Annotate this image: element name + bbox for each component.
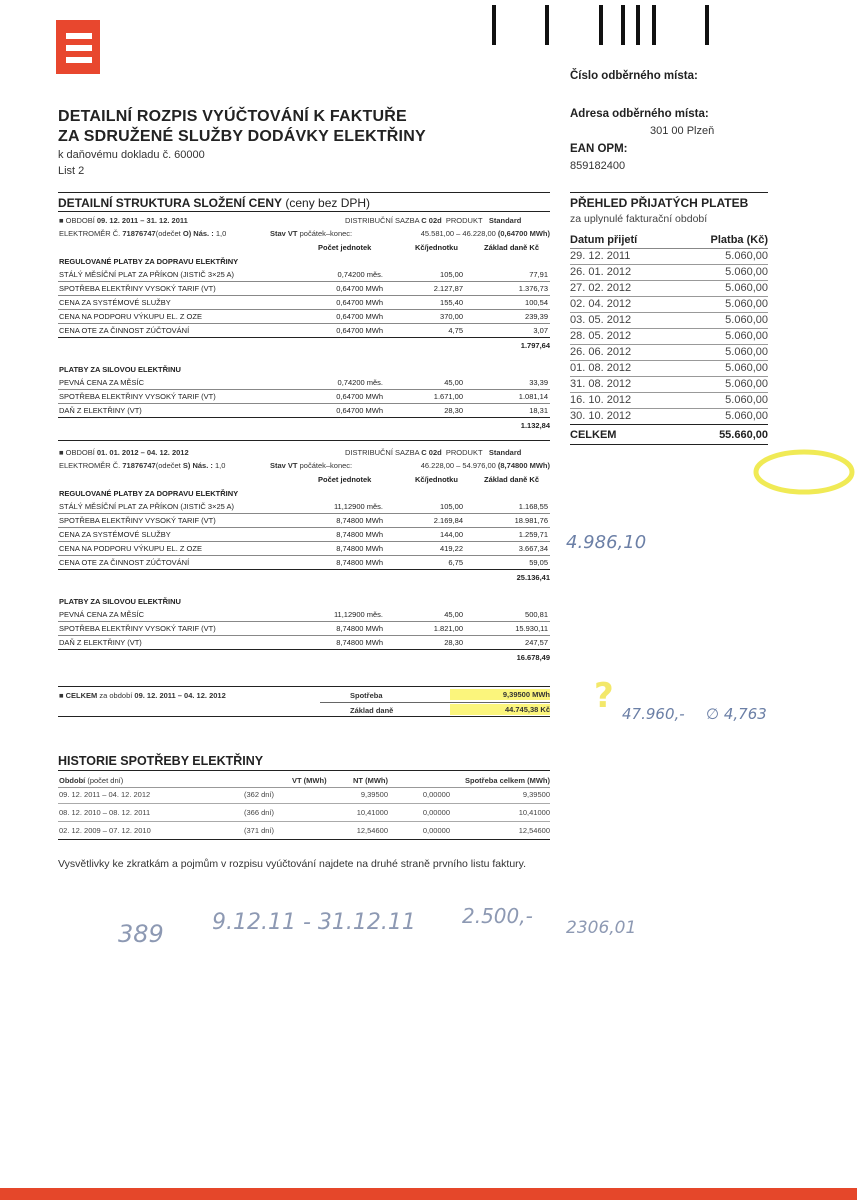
row-line — [58, 621, 550, 622]
row-line — [58, 839, 550, 840]
payment-row — [570, 281, 768, 297]
row-line — [58, 527, 550, 528]
period-label-text: ■ OBDOBÍ — [59, 448, 95, 457]
period-range: 01. 01. 2012 – 04. 12. 2012 — [96, 448, 189, 457]
item: DAŇ Z ELEKTŘINY (VT) — [59, 406, 142, 415]
history-total: 10,41000 — [518, 808, 550, 817]
base: 100,54 — [525, 298, 548, 307]
handwritten-note: 4.986,10 — [566, 532, 647, 553]
celkem-label — [59, 691, 226, 700]
odberne-misto-label: Číslo odběrného místa: — [570, 70, 698, 82]
group-total: 16.678,49 — [516, 653, 550, 662]
product-value: Standard — [488, 448, 522, 457]
stav-total: (8,74800 MWh) — [497, 461, 550, 470]
ean-value: 859182400 — [570, 160, 626, 172]
history-nt: 0,00000 — [422, 808, 450, 817]
stav-info — [270, 461, 352, 470]
stav-range-text: 46.228,00 – 54.976,00 — [420, 461, 496, 470]
col-price-header: Kč/jednotku — [415, 243, 458, 252]
base: 3.667,34 — [518, 544, 548, 553]
celkem-range: 09. 12. 2011 – 04. 12. 2012 — [134, 691, 226, 700]
logo-bar — [66, 33, 92, 39]
payment-date: 01. 08. 2012 — [570, 362, 632, 374]
col-units-header: Počet jednotek — [318, 243, 372, 252]
base: 1.376,73 — [518, 284, 548, 293]
table-row — [58, 284, 550, 296]
units: 8,74800 MWh — [336, 544, 383, 553]
payment-row — [570, 409, 768, 425]
stav-label: Stav VT — [270, 229, 298, 238]
footnote: Vysvětlivky ke zkratkám a pojmům v rozpisu vyúčtování najdete na druhé straně prvního listu faktury. — [58, 858, 527, 870]
base: 77,91 — [529, 270, 548, 279]
document-title — [58, 107, 426, 147]
barcode-mark — [599, 5, 603, 45]
meter-read-code: S) — [182, 461, 191, 470]
group-total: 25.136,41 — [516, 573, 550, 582]
row-line — [58, 541, 550, 542]
payment-date: 16. 10. 2012 — [570, 394, 632, 406]
item: PEVNÁ CENA ZA MĚSÍC — [59, 378, 145, 387]
col-base-header: Základ daně Kč — [484, 243, 540, 252]
payment-amount: 5.060,00 — [725, 362, 768, 374]
price: 4,75 — [448, 326, 463, 335]
table-row — [58, 378, 550, 390]
meter-info — [59, 461, 225, 470]
units: 0,64700 MWh — [336, 284, 383, 293]
payments-sub: za uplynulé fakturační období — [570, 213, 708, 225]
price: 45,00 — [444, 378, 463, 387]
history-col-period-text: Období — [59, 776, 86, 785]
payment-row — [570, 377, 768, 393]
footer-stripe — [0, 1188, 857, 1200]
history-period: 09. 12. 2011 – 04. 12. 2012 — [59, 790, 151, 799]
handwritten-note: 2.500,- — [462, 904, 533, 928]
table-row — [58, 312, 550, 324]
payment-amount: 5.060,00 — [725, 394, 768, 406]
adresa-label: Adresa odběrného místa: — [570, 108, 709, 120]
meter-label: ELEKTROMĚR Č. — [59, 461, 121, 470]
base: 15.930,11 — [515, 624, 548, 633]
table-row — [58, 298, 550, 310]
stav-range-text: 45.581,00 – 46.228,00 — [420, 229, 496, 238]
history-row — [58, 806, 550, 822]
payment-row — [570, 313, 768, 329]
row-line — [58, 555, 550, 556]
period-rate — [345, 448, 521, 457]
table-row — [58, 270, 550, 282]
price: 419,22 — [440, 544, 463, 553]
price: 105,00 — [440, 270, 463, 279]
structure-heading — [58, 196, 370, 210]
base: 247,57 — [525, 638, 548, 647]
meter-read: (odečet — [155, 461, 181, 470]
units: 11,12900 měs. — [333, 610, 383, 619]
handwritten-question-mark: ? — [594, 676, 614, 716]
payment-row — [570, 345, 768, 361]
price: 105,00 — [440, 502, 463, 511]
stav-total: (0,64700 MWh) — [497, 229, 550, 238]
history-nt: 0,00000 — [422, 790, 450, 799]
price: 45,00 — [444, 610, 463, 619]
item: CENA ZA SYSTÉMOVÉ SLUŽBY — [59, 530, 171, 539]
group-name: REGULOVANÉ PLATBY ZA DOPRAVU ELEKTŘINY — [59, 489, 239, 498]
row-line — [58, 635, 550, 636]
history-vt: 9,39500 — [360, 790, 388, 799]
payment-row — [570, 297, 768, 313]
history-days: (366 dní) — [244, 808, 275, 817]
product-label: PRODUKT — [445, 448, 483, 457]
divider — [58, 770, 550, 771]
stav-info — [270, 229, 352, 238]
units: 0,64700 MWh — [336, 392, 383, 401]
barcode-mark — [636, 5, 640, 45]
invoice-ref: k daňovému dokladu č. 60000 — [58, 149, 205, 161]
nas-label: Nás. : — [193, 229, 214, 238]
units: 8,74800 MWh — [336, 638, 383, 647]
stav-range — [400, 461, 550, 470]
row-line — [58, 281, 550, 282]
divider — [58, 192, 550, 193]
base: 500,81 — [525, 610, 548, 619]
period-range: 09. 12. 2011 – 31. 12. 2011 — [96, 216, 188, 225]
product-value: Standard — [488, 216, 522, 225]
item: CENA ZA SYSTÉMOVÉ SLUŽBY — [59, 298, 171, 307]
handwritten-note: 389 — [118, 920, 164, 948]
units: 8,74800 MWh — [336, 530, 383, 539]
history-col-period — [59, 776, 123, 785]
row-line — [58, 821, 550, 822]
meter-number: 71876747 — [122, 229, 156, 238]
history-col-nt: NT (MWh) — [353, 776, 388, 785]
price: 28,30 — [444, 406, 463, 415]
nas-label: Nás. : — [192, 461, 213, 470]
col-units-header: Počet jednotek — [318, 475, 372, 484]
base: 33,39 — [529, 378, 548, 387]
period-label-text: ■ OBDOBÍ — [59, 216, 95, 225]
history-total: 9,39500 — [522, 790, 550, 799]
payment-amount: 5.060,00 — [725, 410, 768, 422]
price: 370,00 — [440, 312, 463, 321]
spotreba-label: Spotřeba — [350, 691, 383, 700]
nas-value: 1,0 — [215, 229, 227, 238]
payment-date: 31. 08. 2012 — [570, 378, 632, 390]
divider — [58, 440, 550, 441]
rate-label: DISTRIBUČNÍ SAZBA — [345, 448, 420, 457]
col-base-header: Základ daně Kč — [484, 475, 540, 484]
rate-label: DISTRIBUČNÍ SAZBA — [345, 216, 420, 225]
col-amount-header: Platba (Kč) — [710, 234, 768, 246]
payment-amount: 5.060,00 — [725, 346, 768, 358]
history-period: 02. 12. 2009 – 07. 12. 2010 — [59, 826, 151, 835]
history-row — [58, 824, 550, 840]
title-line: ZA SDRUŽENÉ SLUŽBY DODÁVKY ELEKTŘINY — [58, 128, 426, 145]
logo-bar — [66, 57, 92, 63]
history-col-period-note: (počet dní) — [87, 776, 124, 785]
payment-date: 26. 06. 2012 — [570, 346, 632, 358]
units: 8,74800 MWh — [336, 624, 383, 633]
group-name: REGULOVANÉ PLATBY ZA DOPRAVU ELEKTŘINY — [59, 257, 239, 266]
payments-total-label: CELKEM — [570, 429, 617, 441]
handwritten-note: ∅ 4,763 — [706, 705, 767, 723]
units: 0,74200 měs. — [337, 270, 383, 279]
celkem-note: za období — [99, 691, 133, 700]
rate-value: C 02d — [421, 448, 442, 457]
col-price-header: Kč/jednotku — [415, 475, 458, 484]
handwritten-note: 9.12.11 - 31.12.11 — [212, 910, 416, 935]
table-row — [58, 516, 550, 528]
item: CENA OTE ZA ČINNOST ZÚČTOVÁNÍ — [59, 326, 190, 335]
spotreba-value: 9,39500 MWh — [450, 689, 550, 700]
history-vt: 10,41000 — [356, 808, 388, 817]
barcode-mark — [621, 5, 625, 45]
stav-range — [400, 229, 550, 238]
group-total: 1.797,64 — [520, 341, 550, 350]
price: 6,75 — [448, 558, 463, 567]
base: 1.081,14 — [518, 392, 548, 401]
base: 59,05 — [529, 558, 548, 567]
group-total: 1.132,84 — [520, 421, 550, 430]
item: CENA NA PODPORU VÝKUPU EL. Z OZE — [59, 544, 202, 553]
price: 1.821,00 — [433, 624, 463, 633]
row-line — [58, 323, 550, 324]
divider — [58, 716, 550, 717]
price: 2.127,87 — [433, 284, 463, 293]
group-name: PLATBY ZA SILOVOU ELEKTŘINU — [59, 365, 181, 374]
payment-date: 29. 12. 2011 — [570, 250, 631, 262]
base: 18.981,76 — [514, 516, 548, 525]
meter-read-code: O) — [182, 229, 192, 238]
price: 1.671,00 — [433, 392, 463, 401]
table-row — [58, 544, 550, 556]
history-col-total: Spotřeba celkem (MWh) — [464, 776, 550, 785]
history-row — [58, 788, 550, 804]
group-name: PLATBY ZA SILOVOU ELEKTŘINU — [59, 597, 181, 606]
period-label — [59, 216, 188, 225]
payments-total: 55.660,00 — [719, 429, 768, 441]
divider — [320, 702, 550, 703]
row-line — [570, 424, 768, 425]
units: 0,64700 MWh — [336, 326, 383, 335]
meter-info — [59, 229, 226, 238]
item: CENA OTE ZA ČINNOST ZÚČTOVÁNÍ — [59, 558, 190, 567]
logo-bar — [66, 45, 92, 51]
period-label — [59, 448, 189, 457]
meter-read: (odečet — [155, 229, 181, 238]
row-line — [58, 803, 550, 804]
divider — [570, 192, 768, 193]
payment-date: 30. 10. 2012 — [570, 410, 632, 422]
row-line — [58, 513, 550, 514]
structure-heading-text: DETAILNÍ STRUKTURA SLOŽENÍ CENY — [58, 196, 282, 210]
units: 0,64700 MWh — [336, 312, 383, 321]
celkem-label-text: ■ CELKEM — [59, 691, 98, 700]
barcode-mark — [705, 5, 709, 45]
item: CENA NA PODPORU VÝKUPU EL. Z OZE — [59, 312, 202, 321]
payment-row — [570, 265, 768, 281]
units: 0,64700 MWh — [336, 298, 383, 307]
base: 18,31 — [529, 406, 548, 415]
divider — [58, 569, 550, 570]
units: 0,74200 měs. — [337, 378, 383, 387]
payment-date: 03. 05. 2012 — [570, 314, 632, 326]
title-line: DETAILNÍ ROZPIS VYÚČTOVÁNÍ K FAKTUŘE — [58, 108, 407, 125]
stav-note: počátek–konec: — [299, 229, 353, 238]
payment-date: 28. 05. 2012 — [570, 330, 632, 342]
payment-row — [570, 361, 768, 377]
divider — [58, 211, 550, 212]
table-row — [58, 392, 550, 404]
units: 8,74800 MWh — [336, 558, 383, 567]
item: STÁLÝ MĚSÍČNÍ PLAT ZA PŘÍKON (JISTIČ 3×25 A) — [59, 270, 234, 279]
history-period: 08. 12. 2010 – 08. 12. 2011 — [59, 808, 151, 817]
table-row — [58, 610, 550, 622]
handwritten-note: 2306,01 — [566, 918, 637, 938]
ean-label: EAN OPM: — [570, 143, 628, 155]
base: 3,07 — [533, 326, 548, 335]
history-col-vt: VT (MWh) — [292, 776, 327, 785]
highlight-stroke — [756, 452, 852, 492]
base: 1.168,55 — [518, 502, 548, 511]
barcode-mark — [492, 5, 496, 45]
row-line — [58, 403, 550, 404]
product-label: PRODUKT — [445, 216, 483, 225]
price: 144,00 — [440, 530, 463, 539]
history-total: 12,54600 — [518, 826, 550, 835]
units: 11,12900 měs. — [333, 502, 383, 511]
sheet-number: List 2 — [58, 165, 85, 177]
highlight-circle — [752, 448, 856, 498]
units: 0,64700 MWh — [336, 406, 383, 415]
payment-row — [570, 393, 768, 409]
payment-amount: 5.060,00 — [725, 282, 768, 294]
payment-date: 02. 04. 2012 — [570, 298, 632, 310]
item: SPOTŘEBA ELEKTŘINY VYSOKÝ TARIF (VT) — [59, 284, 216, 293]
divider — [58, 686, 550, 687]
company-logo — [56, 20, 100, 74]
table-row — [58, 502, 550, 514]
adresa-value: 301 00 Plzeň — [650, 125, 715, 137]
item: STÁLÝ MĚSÍČNÍ PLAT ZA PŘÍKON (JISTIČ 3×25 A) — [59, 502, 234, 511]
item: SPOTŘEBA ELEKTŘINY VYSOKÝ TARIF (VT) — [59, 624, 216, 633]
divider — [570, 444, 768, 445]
item: SPOTŘEBA ELEKTŘINY VYSOKÝ TARIF (VT) — [59, 392, 216, 401]
row-line — [58, 295, 550, 296]
payment-date: 27. 02. 2012 — [570, 282, 632, 294]
item: DAŇ Z ELEKTŘINY (VT) — [59, 638, 142, 647]
history-vt: 12,54600 — [356, 826, 388, 835]
row-line — [58, 389, 550, 390]
units: 8,74800 MWh — [336, 516, 383, 525]
zaklad-label: Základ daně — [350, 706, 394, 715]
payment-amount: 5.060,00 — [725, 250, 768, 262]
structure-heading-note: (ceny bez DPH) — [285, 196, 371, 210]
payment-amount: 5.060,00 — [725, 298, 768, 310]
payment-row — [570, 329, 768, 345]
item: PEVNÁ CENA ZA MĚSÍC — [59, 610, 145, 619]
base: 1.259,71 — [518, 530, 548, 539]
meter-label: ELEKTROMĚR Č. — [59, 229, 121, 238]
payment-row — [570, 249, 768, 265]
handwritten-note: 47.960,- — [622, 705, 685, 723]
item: SPOTŘEBA ELEKTŘINY VYSOKÝ TARIF (VT) — [59, 516, 216, 525]
table-row — [58, 530, 550, 542]
divider — [58, 337, 550, 338]
payments-heading: PŘEHLED PŘIJATÝCH PLATEB — [570, 196, 749, 210]
barcode-mark — [652, 5, 656, 45]
history-heading: HISTORIE SPOTŘEBY ELEKTŘINY — [58, 754, 264, 768]
payment-date: 26. 01. 2012 — [570, 266, 632, 278]
zaklad-value: 44.745,38 Kč — [450, 704, 550, 715]
payment-amount: 5.060,00 — [725, 330, 768, 342]
period-rate — [345, 216, 521, 225]
row-line — [58, 309, 550, 310]
price: 2.169,84 — [433, 516, 463, 525]
base: 239,39 — [525, 312, 548, 321]
price: 28,30 — [444, 638, 463, 647]
col-date-header: Datum přijetí — [570, 234, 638, 246]
payment-amount: 5.060,00 — [725, 314, 768, 326]
stav-note: počátek–konec: — [299, 461, 353, 470]
history-days: (362 dní) — [244, 790, 275, 799]
rate-value: C 02d — [421, 216, 442, 225]
stav-label: Stav VT — [270, 461, 298, 470]
history-nt: 0,00000 — [422, 826, 450, 835]
meter-number: 71876747 — [122, 461, 156, 470]
history-days: (371 dní) — [244, 826, 275, 835]
table-row — [58, 624, 550, 636]
divider — [58, 417, 550, 418]
nas-value: 1,0 — [214, 461, 226, 470]
payment-amount: 5.060,00 — [725, 378, 768, 390]
divider — [58, 649, 550, 650]
price: 155,40 — [440, 298, 463, 307]
payment-amount: 5.060,00 — [725, 266, 768, 278]
barcode-mark — [545, 5, 549, 45]
